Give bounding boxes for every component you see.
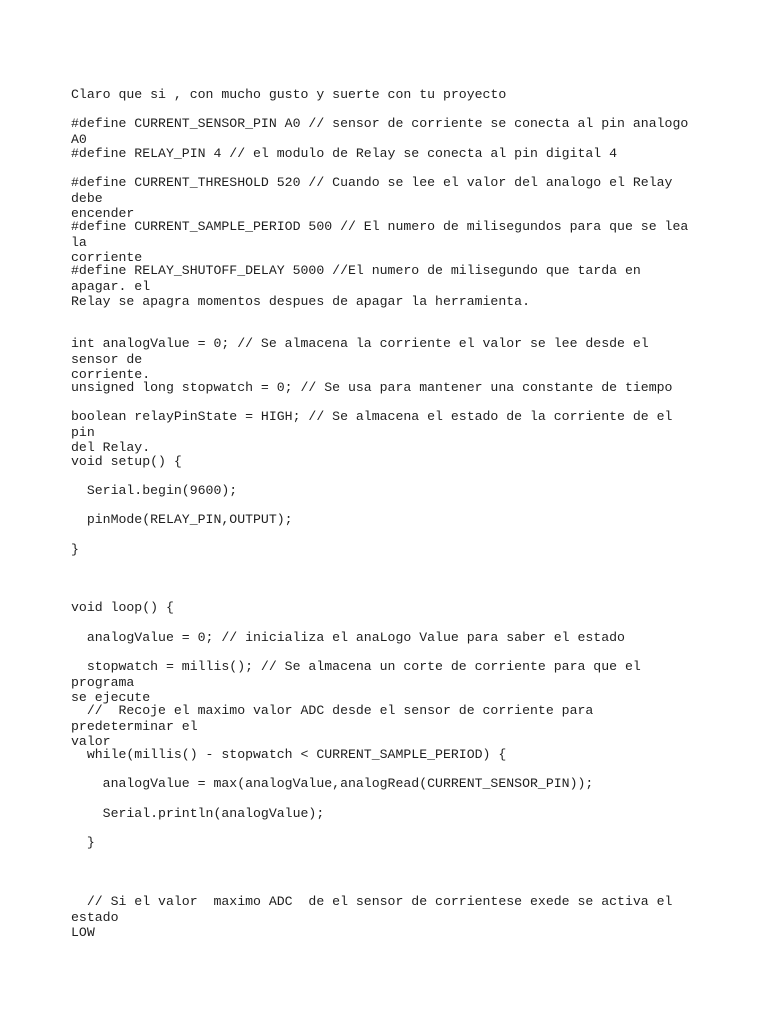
serial-begin-line: Serial.begin(9600); [71, 483, 238, 498]
intro-line: Claro que si , con mucho gusto y suerte con tu proyecto [71, 87, 507, 102]
analog-value-max-line: analogValue = max(analogValue,analogRead(CURRENT_SENSOR_PIN)); [71, 776, 594, 791]
analog-value-declaration: int analogValue = 0; // Se almacena la corriente el valor se lee desde el sensor de corriente. [71, 336, 649, 382]
setup-function-close: } [71, 542, 79, 557]
while-loop-open: while(millis() - stopwatch < CURRENT_SAMPLE_PERIOD) { [71, 747, 507, 762]
define-current-sample-period: #define CURRENT_SAMPLE_PERIOD 500 // El numero de milisegundos para que se lea la corriente [71, 219, 689, 265]
relay-pin-state-declaration: boolean relayPinState = HIGH; // Se almacena el estado de la corriente de el pin del Relay. [71, 409, 673, 455]
setup-function-open: void setup() { [71, 454, 182, 469]
define-relay-pin: #define RELAY_PIN 4 // el modulo de Relay se conecta al pin digital 4 [71, 146, 618, 161]
serial-println-line: Serial.println(analogValue); [71, 806, 325, 821]
define-current-threshold: #define CURRENT_THRESHOLD 520 // Cuando se lee el valor del analogo el Relay debe encender [71, 175, 673, 221]
define-relay-shutoff-delay: #define RELAY_SHUTOFF_DELAY 5000 //El numero de milisegundo que tarda en apagar. el Relay se apagra momentos despues de apagar la herramienta. [71, 263, 641, 309]
analog-value-reset-line: analogValue = 0; // inicializa el anaLogo Value para saber el estado [71, 630, 625, 645]
stopwatch-declaration: unsigned long stopwatch = 0; // Se usa para mantener una constante de tiempo [71, 380, 673, 395]
collect-max-comment: // Recoje el maximo valor ADC desde el sensor de corriente para predeterminar el valor [71, 703, 594, 749]
adc-exceed-comment: // Si el valor maximo ADC de el sensor de corrientese exede se activa el estado LOW [71, 894, 673, 940]
pin-mode-line: pinMode(RELAY_PIN,OUTPUT); [71, 512, 293, 527]
loop-function-open: void loop() { [71, 600, 174, 615]
stopwatch-assign-line: stopwatch = millis(); // Se almacena un corte de corriente para que el programa se ejecute [71, 659, 641, 705]
while-loop-close: } [71, 835, 95, 850]
define-current-sensor-pin: #define CURRENT_SENSOR_PIN A0 // sensor de corriente se conecta al pin analogo A0 [71, 116, 697, 147]
